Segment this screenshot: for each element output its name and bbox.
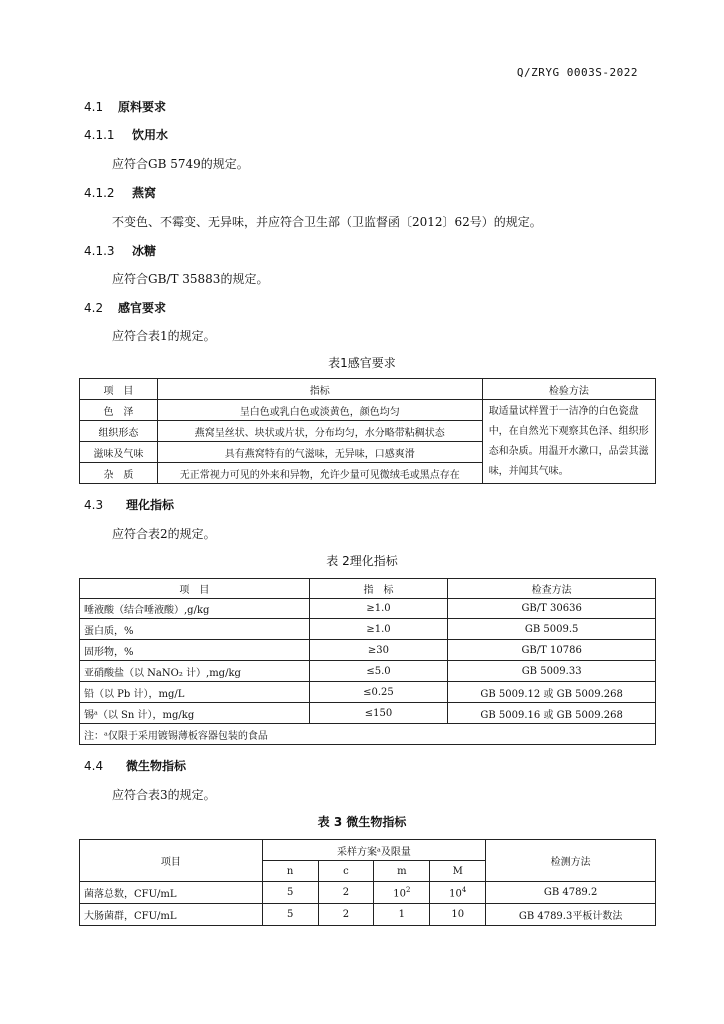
table-row [80,882,656,904]
heading-4-3 [84,496,174,513]
sensory-table [79,378,656,484]
header-indicator: 指 标 [309,579,448,599]
table-note: 注：ᵃ仅限于采用镀锡薄板容器包装的食品 [80,724,656,745]
row-M-base: 10 [449,888,462,900]
header-item: 项 目 [80,579,310,599]
row-item: 亚硝酸盐（以 NaNO₂ 计）,mg/kg [80,661,310,682]
table1-caption: 表1感官要求 [328,356,396,370]
row-item: 铅（以 Pb 计），mg/L [80,682,310,703]
row-m-base: 10 [393,888,406,900]
header-sampling-plan: 采样方案ᵃ及限量 [262,840,485,861]
heading-4-2 [84,299,166,316]
heading-title: 感官要求 [118,301,167,315]
row-method: GB/T 10786 [448,640,656,661]
row-c: 2 [318,904,374,926]
row-item: 色 泽 [80,400,158,421]
heading-title: 理化指标 [126,498,175,512]
row-method: GB/T 30636 [448,599,656,619]
physchem-table [79,578,656,745]
paragraph-micro: 应符合表3的规定。 [112,788,216,802]
paragraph-birds-nest: 不变色、不霉变、无异味，并应符合卫生部（卫监督函〔2012〕62号）的规定。 [112,215,542,229]
heading-4-4 [84,757,186,774]
header-item: 项目 [80,840,263,882]
row-indicator: ≥30 [309,640,448,661]
table-row [80,640,656,661]
table-row [80,703,656,724]
sensory-method: 取适量试样置于一洁净的白色瓷盘中，在自然光下观察其色泽、组织形态和杂质。用温开水漱口，品尝其滋味，并闻其气味。 [482,400,655,484]
row-method: GB 5009.5 [448,619,656,640]
heading-title: 燕窝 [132,186,157,200]
heading-number: 4.4 [84,759,104,773]
row-indicator: 燕窝呈丝状、块状或片状，分布均匀，水分略带粘稠状态 [157,421,482,442]
header-method: 检验方法 [482,379,655,400]
paragraph-physchem: 应符合表2的规定。 [112,527,216,541]
row-indicator: 无正常视力可见的外来和异物，允许少量可见微绒毛或黑点存在 [157,463,482,484]
heading-number: 4.1.1 [84,128,115,142]
heading-number: 4.2 [84,301,104,315]
heading-4-1-2 [84,184,156,201]
header-c: c [318,861,374,882]
row-M: 10 [430,904,486,926]
table-row [80,400,656,421]
table-header-row [80,579,656,599]
row-item: 大肠菌群，CFU/mL [80,904,263,926]
heading-number: 4.1.3 [84,244,115,258]
row-item: 固形物，% [80,640,310,661]
header-indicator: 指标 [157,379,482,400]
heading-title: 饮用水 [132,128,169,142]
table-row [80,904,656,926]
row-indicator: ≤0.25 [309,682,448,703]
row-item: 菌落总数，CFU/mL [80,882,263,904]
row-indicator: 呈白色或乳白色或淡黄色，颜色均匀 [157,400,482,421]
row-indicator: ≤5.0 [309,661,448,682]
heading-number: 4.3 [84,498,104,512]
row-item: 滋味及气味 [80,442,158,463]
heading-4-1-3 [84,242,156,259]
table-row [80,661,656,682]
heading-title: 原料要求 [118,100,167,114]
paragraph-water: 应符合GB 5749的规定。 [112,157,249,171]
table-row [80,619,656,640]
row-method: GB 5009.16 或 GB 5009.268 [448,703,656,724]
row-M [430,882,486,904]
microbiology-table [79,839,656,926]
table-row [80,682,656,703]
heading-title: 冰糖 [132,244,157,258]
row-item: 唾液酸（结合唾液酸）,g/kg [80,599,310,619]
row-item: 锡ᵃ（以 Sn 计），mg/kg [80,703,310,724]
header-M: M [430,861,486,882]
row-indicator: ≤150 [309,703,448,724]
row-n: 5 [262,904,318,926]
heading-4-1-1 [84,126,168,143]
row-m: 1 [374,904,430,926]
row-indicator: ≥1.0 [309,619,448,640]
row-item: 组织形态 [80,421,158,442]
table-header-row [80,840,656,861]
row-n: 5 [262,882,318,904]
header-n: n [262,861,318,882]
row-M-exponent: 4 [461,885,467,894]
header-method: 检测方法 [486,840,656,882]
table-row [80,599,656,619]
row-method: GB 5009.12 或 GB 5009.268 [448,682,656,703]
table2-caption: 表 2理化指标 [326,554,398,568]
row-item: 杂 质 [80,463,158,484]
row-m-exponent: 2 [405,885,411,894]
table-header-row [80,379,656,400]
row-item: 蛋白质，% [80,619,310,640]
header-m: m [374,861,430,882]
row-method: GB 5009.33 [448,661,656,682]
heading-number: 4.1.2 [84,186,115,200]
table3-caption: 表 3 微生物指标 [317,815,407,829]
row-method: GB 4789.3平板计数法 [486,904,656,926]
paragraph-rock-sugar: 应符合GB/T 35883的规定。 [112,272,269,286]
heading-number: 4.1 [84,100,104,114]
paragraph-sensory: 应符合表1的规定。 [112,329,216,343]
document-code: Q/ZRYG 0003S-2022 [516,66,638,79]
header-item: 项 目 [80,379,158,400]
heading-title: 微生物指标 [126,759,187,773]
row-m [374,882,430,904]
header-method: 检查方法 [448,579,656,599]
row-indicator: ≥1.0 [309,599,448,619]
heading-4-1 [84,98,166,115]
row-c: 2 [318,882,374,904]
row-method: GB 4789.2 [486,882,656,904]
table-note-row [80,724,656,745]
row-indicator: 具有燕窝特有的气滋味，无异味，口感爽滑 [157,442,482,463]
